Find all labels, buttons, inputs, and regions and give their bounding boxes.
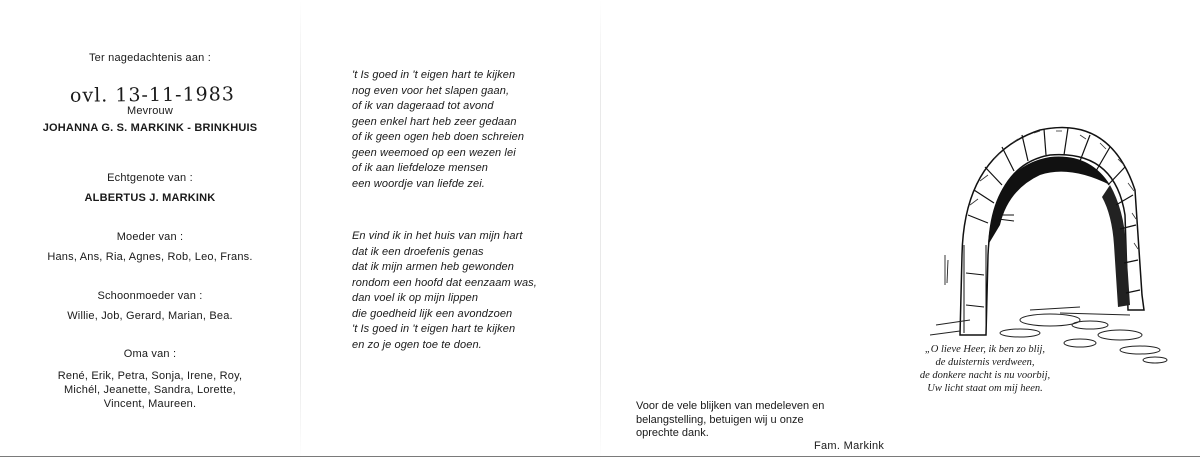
poem-line: geen weemoed op een wezen lei xyxy=(352,146,516,159)
handwritten-date: ovl. 13-11-1983 xyxy=(69,83,235,107)
poem-line: 't Is goed in 't eigen hart te kijken xyxy=(352,323,516,335)
poem-line: of ik geen ogen heb doen schreien xyxy=(352,131,525,143)
poem-line: nog even voor het slapen gaan, xyxy=(352,84,510,97)
poem-line: of ik van dageraad tot avond xyxy=(352,100,494,112)
thanks-message xyxy=(636,400,824,441)
grandchildren-line: René, Erik, Petra, Sonja, Irene, Roy, xyxy=(57,370,243,382)
stone-arch-illustration xyxy=(930,95,1170,380)
quote-block xyxy=(905,343,1065,395)
spouse-label: Echtgenote van : xyxy=(107,172,193,184)
poem-line: rondom een hoofd dat eenzaam was, xyxy=(352,276,537,289)
grandchildren-line: Vincent, Maureen. xyxy=(103,398,197,410)
quote-line: „O lieve Heer, ik ben zo blij, xyxy=(924,344,1046,355)
mother-label: Moeder van : xyxy=(116,231,184,243)
middle-panel xyxy=(300,0,600,461)
bottom-edge-line xyxy=(0,456,1200,457)
motherinlaw-label: Schoonmoeder van : xyxy=(97,290,203,302)
quote-line: Uw licht staat om mij heen. xyxy=(927,383,1043,394)
poem-line: en zo je ogen toe te doen. xyxy=(352,338,482,351)
grandchildren-line: Michél, Jeanette, Sandra, Lorette, xyxy=(64,384,236,396)
poem-line: En vind ik in het huis van mijn hart xyxy=(352,230,523,242)
poem-line: die goedheid lijk een avondzoen xyxy=(352,307,513,320)
title-text: Mevrouw xyxy=(126,105,174,117)
left-panel xyxy=(0,0,300,461)
grandma-label: Oma van : xyxy=(123,348,177,360)
spouse-name: ALBERTUS J. MARKINK xyxy=(84,192,216,204)
quote-line: de donkere nacht is nu voorbij, xyxy=(919,370,1051,381)
poem-line: dan voel ik op mijn lippen xyxy=(352,292,479,304)
poem-stanza-2 xyxy=(352,229,537,353)
poem-stanza-1 xyxy=(352,68,524,192)
poem-line: dat ik mijn armen heb gewonden xyxy=(352,261,514,273)
quote-line: de duisternis verdween, xyxy=(935,357,1035,368)
family-signature: Fam. Markink xyxy=(814,440,885,452)
poem-line: een woordje van liefde zei. xyxy=(352,177,485,190)
intro-text: Ter nagedachtenis aan : xyxy=(88,52,212,64)
thanks-line: belangstelling, betuigen wij u onze xyxy=(636,413,804,426)
thanks-line: oprechte dank. xyxy=(636,427,709,439)
poem-line: 't Is goed in 't eigen hart te kijken xyxy=(352,69,516,81)
poem-line: dat ik een droefenis genas xyxy=(352,245,484,258)
thanks-line: Voor de vele blijken van medeleven en xyxy=(636,400,825,412)
poem-line: of ik aan liefdeloze mensen xyxy=(352,162,489,174)
poem-line: geen enkel hart heb zeer gedaan xyxy=(352,115,517,128)
inlaws-list: Willie, Job, Gerard, Marian, Bea. xyxy=(67,310,233,322)
right-panel xyxy=(600,0,1200,461)
deceased-name: JOHANNA G. S. MARKINK - BRINKHUIS xyxy=(42,122,258,134)
children-list: Hans, Ans, Ria, Agnes, Rob, Leo, Frans. xyxy=(47,251,253,263)
